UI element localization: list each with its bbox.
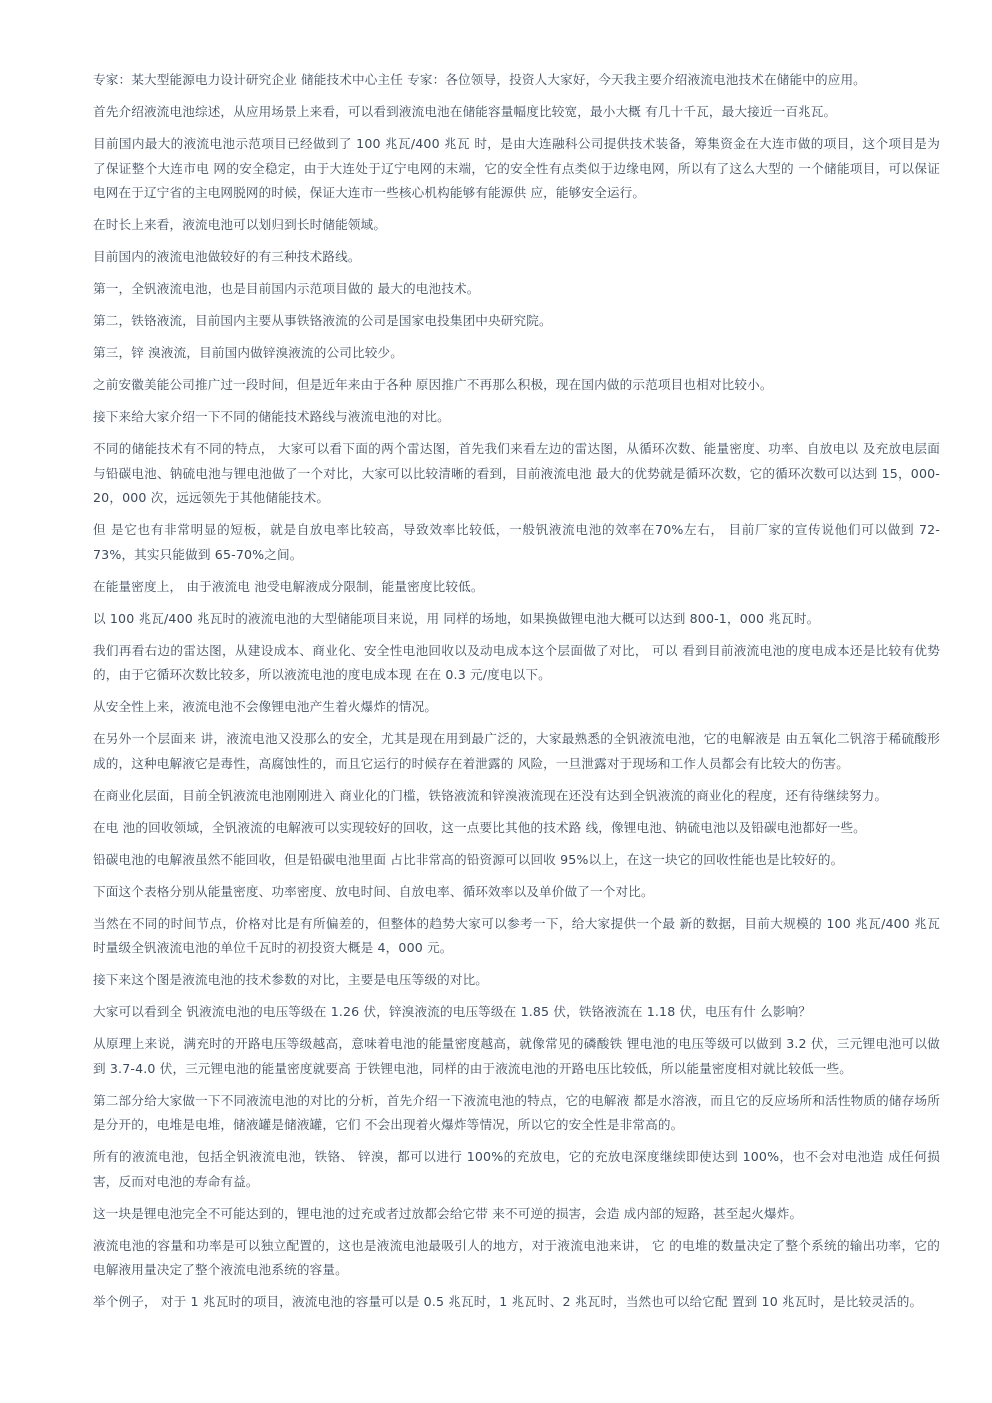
paragraph: 大家可以看到全 钒液流电池的电压等级在 1.26 伏，锌溴液流的电压等级在 1.85 伏，铁铬液流在 1.18 伏，电压有什 么影响？: [93, 1004, 812, 1019]
paragraph: 下面这个表格分别从能量密度、功率密度、放电时间、自放电率、循环效率以及单价做了一个对比。: [93, 883, 654, 899]
paragraph: 从原理上来说，满充时的开路电压等级越高，意味着电池的能量密度越高，就像常见的磷酸铁 锂电池的电压等级可以做到 3.2 伏，三元锂电池可以做到 3.7-4.0 伏，三元锂电池的能量密度就要高 于铁锂电池，同样的由于液流电池的开路电压比较低，所以能量密度相对就比较低一些。: [93, 1036, 940, 1076]
paragraph: 不同的储能技术有不同的特点， 大家可以看下面的两个雷达图，首先我们来看左边的雷达图，从循环次数、能量密度、功率、自放电以 及充放电层面与铅碳电池、钠硫电池与锂电池做了一个对比，大家可以比较清晰的看到，目前液流电池 最大的优势就是循环次数，它的循环次数可以达到 15，000-20，000 次，远远领先于其他储能技术。: [93, 441, 940, 505]
paragraph: 但 是它也有非常明显的短板，就是自放电率比较高，导致效率比较低，一般钒液流电池的效率在70%左右， 目前厂家的宣传说他们可以做到 72-73%，其实只能做到 65-70%之间。: [93, 522, 940, 562]
paragraph: 目前国内最大的液流电池示范项目已经做到了 100 兆瓦/400 兆瓦 时，是由大连融科公司提供技术装备，筹集资金在大连市做的项目，这个项目是为了保证整个大连市电 网的安全稳定，由于大连处于辽宁电网的末端，它的安全性有点类似于边缘电网，所以有了这么大型的 一个储能项目，可以保证电网在于辽宁省的主电网脱网的时候，保证大连市一些核心机构能够有能源供 应，能够安全运行。: [93, 136, 940, 200]
paragraph: 当然在不同的时间节点，价格对比是有所偏差的，但整体的趋势大家可以参考一下，给大家提供一个最 新的数据，目前大规模的 100 兆瓦/400 兆瓦时量级全钒液流电池的单位千瓦时的初投资大概是 4，000 元。: [93, 915, 940, 955]
paragraph: 在另外一个层面来 讲，液流电池又没那么的安全，尤其是现在用到最广泛的，大家最熟悉的全钒液流电池，它的电解液是 由五氧化二钒溶于稀硫酸形成的，这种电解液它是毒性，高腐蚀性的，而且它运行的时候存在着泄露的 风险，一旦泄露对于现场和工作人员都会有比较大的伤害。: [93, 731, 940, 771]
paragraph: 举个例子， 对于 1 兆瓦时的项目，液流电池的容量可以是 0.5 兆瓦时，1 兆瓦时、2 兆瓦时，当然也可以给它配 置到 10 兆瓦时，是比较灵活的。: [93, 1294, 923, 1309]
paragraph: 以 100 兆瓦/400 兆瓦时的液流电池的大型储能项目来说，用 同样的场地，如果换做锂电池大概可以达到 800-1，000 兆瓦时。: [93, 610, 820, 626]
paragraph: 从安全性上来，液流电池不会像锂电池产生着火爆炸的情况。: [93, 699, 438, 714]
paragraph: 在时长上来看，液流电池可以划归到长时储能领域。: [93, 217, 387, 232]
paragraph: 第二部分给大家做一下不同液流电池的对比的分析，首先介绍一下液流电池的特点，它的电解液 都是水溶液，而且它的反应场所和活性物质的储存场所是分开的，电堆是电堆，储液罐是储液罐，它们 不会出现着火爆炸等情况，所以它的安全性是非常高的。: [93, 1092, 940, 1132]
paragraph: 接下来这个图是液流电池的技术参数的对比，主要是电压等级的对比。: [93, 972, 489, 987]
paragraph: 在商业化层面，目前全钒液流电池刚刚进入 商业化的门槛，铁铬液流和锌溴液流现在还没有达到全钒液流的商业化的程度，还有待继续努力。: [93, 787, 888, 803]
paragraph: 我们再看右边的雷达图，从建设成本、商业化、安全性电池回收以及动电成本这个层面做了对比， 可以 看到目前液流电池的度电成本还是比较有优势的，由于它循环次数比较多，所以液流电池的度电成本现 在在 0.3 元/度电以下。: [93, 642, 940, 682]
paragraph: 之前安徽美能公司推广过一段时间，但是近年来由于各种 原因推广不再那么积极，现在国内做的示范项目也相对比较小。: [93, 377, 773, 392]
paragraph: 第三，锌 溴液流，目前国内做锌溴液流的公司比较少。: [93, 345, 404, 360]
paragraph: 专家：某大型能源电力设计研究企业 储能技术中心主任 专家：各位领导，投资人大家好，今天我主要介绍液流电池技术在储能中的应用。: [93, 72, 866, 87]
paragraph: 在能量密度上， 由于液流电 池受电解液成分限制，能量密度比较低。: [93, 578, 484, 594]
paragraph: 铅碳电池的电解液虽然不能回收，但是铅碳电池里面 占比非常高的铅资源可以回收 95%以上，在这一块它的回收性能也是比较好的。: [93, 851, 844, 867]
paragraph: 目前国内的液流电池做较好的有三种技术路线。: [93, 249, 361, 264]
paragraph: 在电 池的回收领域，全钒液流的电解液可以实现较好的回收，这一点要比其他的技术路 线，像锂电池、钠硫电池以及铅碳电池都好一些。: [93, 819, 866, 835]
paragraph: 第一，全钒液流电池，也是目前国内示范项目做的 最大的电池技术。: [93, 281, 480, 296]
paragraph: 第二，铁铬液流，目前国内主要从事铁铬液流的公司是国家电投集团中央研究院。: [93, 313, 552, 328]
paragraph: 这一块是锂电池完全不可能达到的，锂电池的过充或者过放都会给它带 来不可逆的损害，会造 成内部的短路，甚至起火爆炸。: [93, 1205, 803, 1221]
paragraph: 液流电池的容量和功率是可以独立配置的，这也是液流电池最吸引人的地方，对于液流电池来讲， 它 的电堆的数量决定了整个系统的输出功率，它的电解液用量决定了整个液流电池系统的容量。: [93, 1237, 940, 1277]
paragraph: 首先介绍液流电池综述，从应用场景上来看，可以看到液流电池在储能容量幅度比较宽，最小大概 有几十千瓦，最大接近一百兆瓦。: [93, 104, 837, 119]
document-body: [93, 68, 940, 1322]
paragraph: 接下来给大家介绍一下不同的储能技术路线与液流电池的对比。: [93, 409, 450, 424]
paragraph: 所有的液流电池，包括全钒液流电池，铁铬、 锌溴，都可以进行 100%的充放电，它的充放电深度继续即使达到 100%，也不会对电池造 成任何损 害，反而对电池的寿命有益。: [93, 1149, 940, 1189]
